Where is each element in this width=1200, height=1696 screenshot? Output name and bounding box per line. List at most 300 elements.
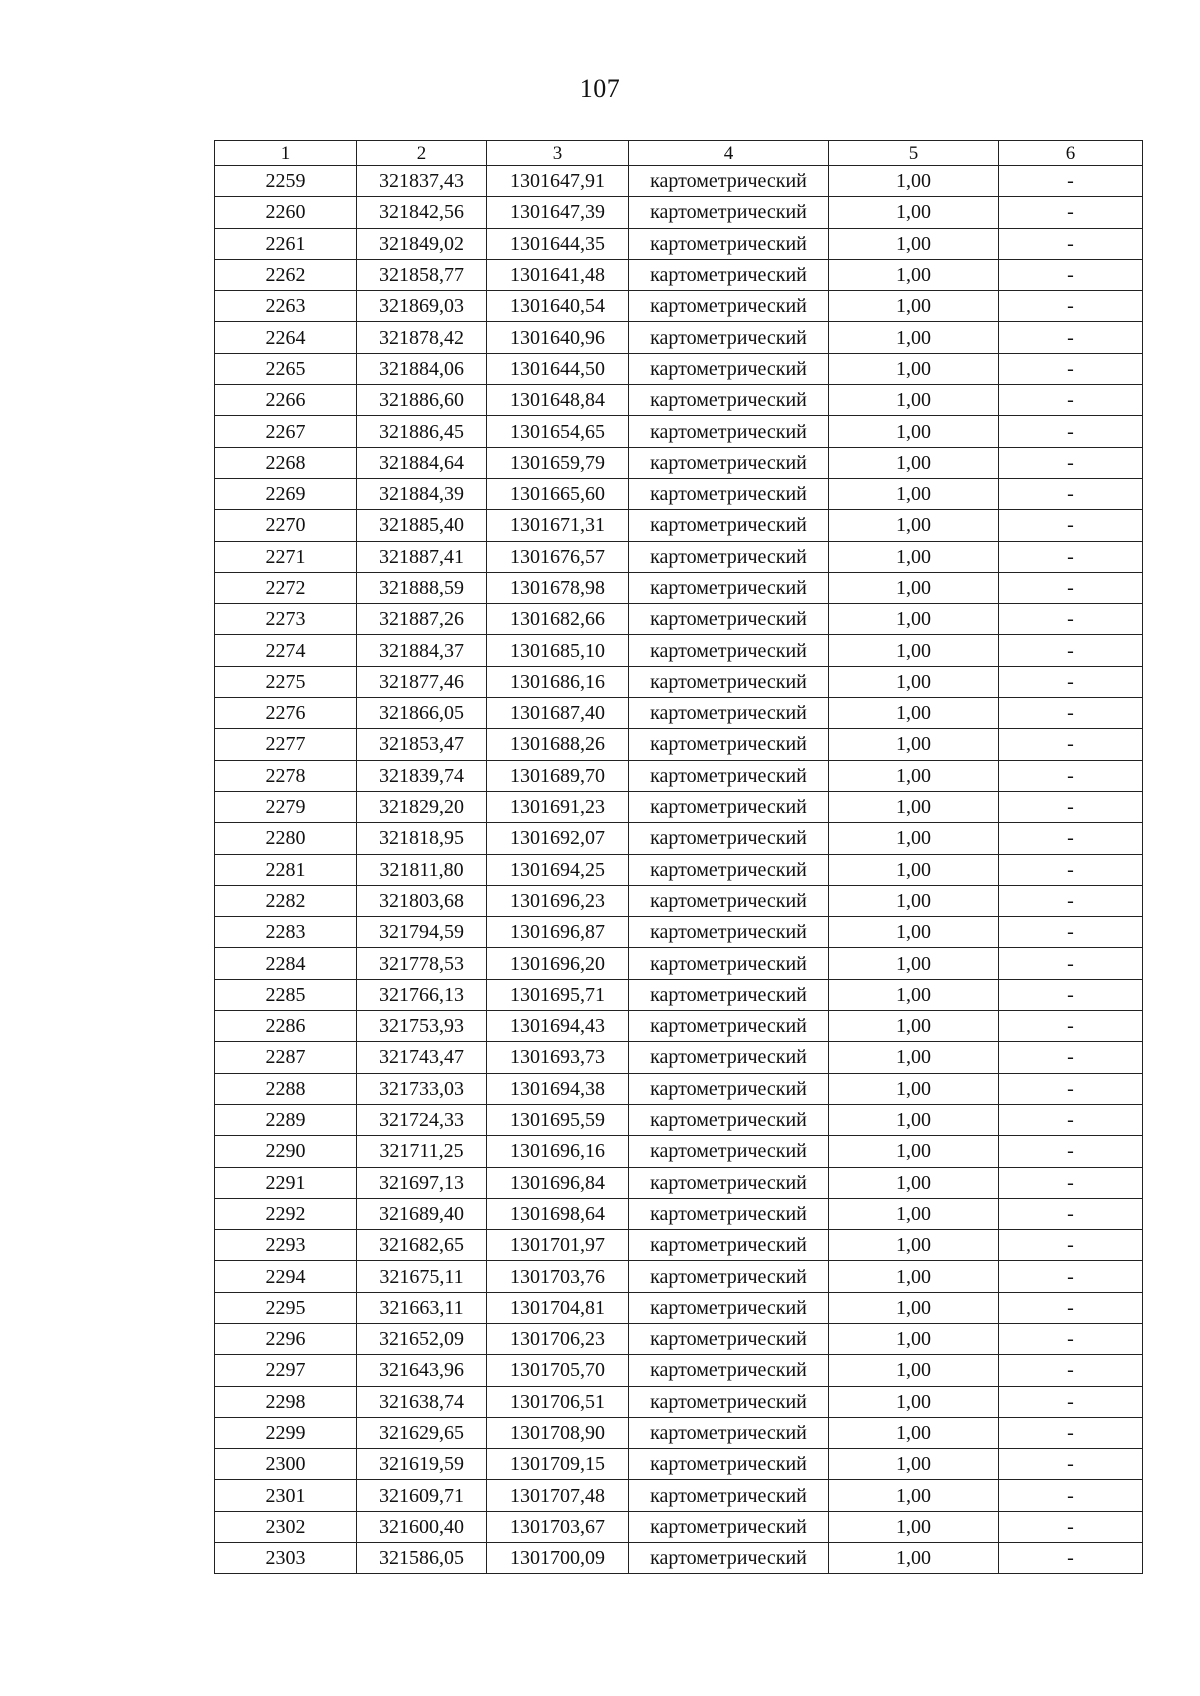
note-cell: - [999,1073,1143,1104]
x-coordinate-cell: 321884,39 [357,478,487,509]
point-number-cell: 2265 [215,353,357,384]
note-cell: - [999,478,1143,509]
x-coordinate-cell: 321682,65 [357,1230,487,1261]
table-row [215,1167,1143,1198]
y-coordinate-cell: 1301659,79 [487,447,629,478]
accuracy-cell: 1,00 [829,1417,999,1448]
table-row [215,228,1143,259]
y-coordinate-cell: 1301685,10 [487,635,629,666]
method-cell: картометрический [629,666,829,697]
y-coordinate-cell: 1301701,97 [487,1230,629,1261]
y-coordinate-cell: 1301694,43 [487,1011,629,1042]
y-coordinate-cell: 1301644,35 [487,228,629,259]
point-number-cell: 2268 [215,447,357,478]
method-cell: картометрический [629,1480,829,1511]
note-cell: - [999,1011,1143,1042]
x-coordinate-cell: 321609,71 [357,1480,487,1511]
method-cell: картометрический [629,979,829,1010]
accuracy-cell: 1,00 [829,353,999,384]
table-row [215,541,1143,572]
table-row [215,1292,1143,1323]
accuracy-cell: 1,00 [829,259,999,290]
x-coordinate-cell: 321888,59 [357,572,487,603]
note-cell: - [999,1449,1143,1480]
column-header-2: 2 [357,141,487,166]
accuracy-cell: 1,00 [829,572,999,603]
point-number-cell: 2278 [215,760,357,791]
x-coordinate-cell: 321877,46 [357,666,487,697]
y-coordinate-cell: 1301696,16 [487,1136,629,1167]
x-coordinate-cell: 321884,64 [357,447,487,478]
note-cell: - [999,1292,1143,1323]
point-number-cell: 2267 [215,416,357,447]
note-cell: - [999,885,1143,916]
accuracy-cell: 1,00 [829,416,999,447]
header-row [215,141,1143,166]
accuracy-cell: 1,00 [829,197,999,228]
x-coordinate-cell: 321811,80 [357,854,487,885]
method-cell: картометрический [629,1104,829,1135]
note-cell: - [999,197,1143,228]
method-cell: картометрический [629,322,829,353]
point-number-cell: 2302 [215,1511,357,1542]
x-coordinate-cell: 321849,02 [357,228,487,259]
x-coordinate-cell: 321842,56 [357,197,487,228]
x-coordinate-cell: 321866,05 [357,698,487,729]
y-coordinate-cell: 1301696,84 [487,1167,629,1198]
note-cell: - [999,948,1143,979]
method-cell: картометрический [629,291,829,322]
x-coordinate-cell: 321829,20 [357,791,487,822]
table-row [215,197,1143,228]
point-number-cell: 2282 [215,885,357,916]
x-coordinate-cell: 321884,37 [357,635,487,666]
note-cell: - [999,353,1143,384]
table-row [215,1104,1143,1135]
x-coordinate-cell: 321818,95 [357,823,487,854]
point-number-cell: 2283 [215,917,357,948]
y-coordinate-cell: 1301640,96 [487,322,629,353]
point-number-cell: 2259 [215,166,357,197]
x-coordinate-cell: 321766,13 [357,979,487,1010]
method-cell: картометрический [629,447,829,478]
y-coordinate-cell: 1301640,54 [487,291,629,322]
x-coordinate-cell: 321619,59 [357,1449,487,1480]
table-row [215,1417,1143,1448]
method-cell: картометрический [629,1355,829,1386]
page-number: 107 [579,74,621,103]
point-number-cell: 2260 [215,197,357,228]
method-cell: картометрический [629,1323,829,1354]
method-cell: картометрический [629,885,829,916]
table-row [215,1073,1143,1104]
method-cell: картометрический [629,1292,829,1323]
point-number-cell: 2287 [215,1042,357,1073]
note-cell: - [999,1480,1143,1511]
x-coordinate-cell: 321733,03 [357,1073,487,1104]
method-cell: картометрический [629,791,829,822]
accuracy-cell: 1,00 [829,1511,999,1542]
table-row [215,854,1143,885]
y-coordinate-cell: 1301694,38 [487,1073,629,1104]
method-cell: картометрический [629,1449,829,1480]
note-cell: - [999,259,1143,290]
note-cell: - [999,572,1143,603]
table-row [215,322,1143,353]
x-coordinate-cell: 321887,41 [357,541,487,572]
table-row [215,291,1143,322]
y-coordinate-cell: 1301689,70 [487,760,629,791]
x-coordinate-cell: 321803,68 [357,885,487,916]
point-number-cell: 2293 [215,1230,357,1261]
note-cell: - [999,1104,1143,1135]
y-coordinate-cell: 1301671,31 [487,510,629,541]
y-coordinate-cell: 1301682,66 [487,604,629,635]
method-cell: картометрический [629,1230,829,1261]
point-number-cell: 2280 [215,823,357,854]
accuracy-cell: 1,00 [829,666,999,697]
accuracy-cell: 1,00 [829,1011,999,1042]
accuracy-cell: 1,00 [829,1198,999,1229]
accuracy-cell: 1,00 [829,1261,999,1292]
table-body [215,166,1143,1574]
point-number-cell: 2291 [215,1167,357,1198]
note-cell: - [999,228,1143,259]
table-row [215,979,1143,1010]
point-number-cell: 2261 [215,228,357,259]
table-row [215,635,1143,666]
table-row [215,1386,1143,1417]
x-coordinate-cell: 321724,33 [357,1104,487,1135]
column-header-4: 4 [629,141,829,166]
point-number-cell: 2270 [215,510,357,541]
note-cell: - [999,541,1143,572]
y-coordinate-cell: 1301703,67 [487,1511,629,1542]
method-cell: картометрический [629,604,829,635]
x-coordinate-cell: 321886,60 [357,385,487,416]
x-coordinate-cell: 321586,05 [357,1543,487,1574]
accuracy-cell: 1,00 [829,698,999,729]
note-cell: - [999,1386,1143,1417]
point-number-cell: 2273 [215,604,357,635]
table-row [215,259,1143,290]
point-number-cell: 2276 [215,698,357,729]
note-cell: - [999,1167,1143,1198]
accuracy-cell: 1,00 [829,228,999,259]
point-number-cell: 2264 [215,322,357,353]
method-cell: картометрический [629,572,829,603]
accuracy-cell: 1,00 [829,1323,999,1354]
y-coordinate-cell: 1301708,90 [487,1417,629,1448]
y-coordinate-cell: 1301647,39 [487,197,629,228]
method-cell: картометрический [629,760,829,791]
x-coordinate-cell: 321886,45 [357,416,487,447]
y-coordinate-cell: 1301676,57 [487,541,629,572]
y-coordinate-cell: 1301707,48 [487,1480,629,1511]
note-cell: - [999,1417,1143,1448]
y-coordinate-cell: 1301654,65 [487,416,629,447]
note-cell: - [999,635,1143,666]
table-row [215,729,1143,760]
y-coordinate-cell: 1301705,70 [487,1355,629,1386]
y-coordinate-cell: 1301700,09 [487,1543,629,1574]
table-row [215,1136,1143,1167]
note-cell: - [999,1261,1143,1292]
method-cell: картометрический [629,729,829,760]
x-coordinate-cell: 321743,47 [357,1042,487,1073]
method-cell: картометрический [629,823,829,854]
table-row [215,1261,1143,1292]
point-number-cell: 2262 [215,259,357,290]
method-cell: картометрический [629,1136,829,1167]
point-number-cell: 2271 [215,541,357,572]
point-number-cell: 2301 [215,1480,357,1511]
table-row [215,1042,1143,1073]
y-coordinate-cell: 1301647,91 [487,166,629,197]
y-coordinate-cell: 1301644,50 [487,353,629,384]
y-coordinate-cell: 1301686,16 [487,666,629,697]
note-cell: - [999,1511,1143,1542]
table-row [215,1449,1143,1480]
method-cell: картометрический [629,166,829,197]
x-coordinate-cell: 321638,74 [357,1386,487,1417]
x-coordinate-cell: 321697,13 [357,1167,487,1198]
point-number-cell: 2279 [215,791,357,822]
point-number-cell: 2290 [215,1136,357,1167]
method-cell: картометрический [629,1073,829,1104]
y-coordinate-cell: 1301693,73 [487,1042,629,1073]
accuracy-cell: 1,00 [829,1543,999,1574]
method-cell: картометрический [629,1042,829,1073]
y-coordinate-cell: 1301692,07 [487,823,629,854]
x-coordinate-cell: 321853,47 [357,729,487,760]
table-row [215,385,1143,416]
table-row [215,478,1143,509]
method-cell: картометрический [629,1511,829,1542]
table-row [215,1230,1143,1261]
accuracy-cell: 1,00 [829,1136,999,1167]
table-row [215,1198,1143,1229]
note-cell: - [999,510,1143,541]
x-coordinate-cell: 321778,53 [357,948,487,979]
y-coordinate-cell: 1301665,60 [487,478,629,509]
method-cell: картометрический [629,478,829,509]
x-coordinate-cell: 321858,77 [357,259,487,290]
accuracy-cell: 1,00 [829,291,999,322]
method-cell: картометрический [629,1261,829,1292]
table-row [215,572,1143,603]
column-header-3: 3 [487,141,629,166]
table-row [215,698,1143,729]
point-number-cell: 2288 [215,1073,357,1104]
x-coordinate-cell: 321885,40 [357,510,487,541]
table-row [215,948,1143,979]
point-number-cell: 2298 [215,1386,357,1417]
method-cell: картометрический [629,541,829,572]
point-number-cell: 2277 [215,729,357,760]
point-number-cell: 2269 [215,478,357,509]
note-cell: - [999,604,1143,635]
point-number-cell: 2274 [215,635,357,666]
y-coordinate-cell: 1301696,20 [487,948,629,979]
note-cell: - [999,385,1143,416]
accuracy-cell: 1,00 [829,1073,999,1104]
method-cell: картометрический [629,353,829,384]
table-row [215,823,1143,854]
column-header-5: 5 [829,141,999,166]
y-coordinate-cell: 1301696,23 [487,885,629,916]
accuracy-cell: 1,00 [829,166,999,197]
point-number-cell: 2272 [215,572,357,603]
accuracy-cell: 1,00 [829,917,999,948]
point-number-cell: 2285 [215,979,357,1010]
accuracy-cell: 1,00 [829,385,999,416]
point-number-cell: 2294 [215,1261,357,1292]
accuracy-cell: 1,00 [829,1292,999,1323]
y-coordinate-cell: 1301641,48 [487,259,629,290]
x-coordinate-cell: 321675,11 [357,1261,487,1292]
y-coordinate-cell: 1301695,59 [487,1104,629,1135]
point-number-cell: 2303 [215,1543,357,1574]
table-row [215,760,1143,791]
point-number-cell: 2281 [215,854,357,885]
accuracy-cell: 1,00 [829,1355,999,1386]
accuracy-cell: 1,00 [829,729,999,760]
point-number-cell: 2297 [215,1355,357,1386]
accuracy-cell: 1,00 [829,854,999,885]
note-cell: - [999,917,1143,948]
method-cell: картометрический [629,1198,829,1229]
note-cell: - [999,1136,1143,1167]
y-coordinate-cell: 1301691,23 [487,791,629,822]
accuracy-cell: 1,00 [829,979,999,1010]
y-coordinate-cell: 1301648,84 [487,385,629,416]
note-cell: - [999,760,1143,791]
accuracy-cell: 1,00 [829,1230,999,1261]
y-coordinate-cell: 1301696,87 [487,917,629,948]
note-cell: - [999,823,1143,854]
table-row [215,510,1143,541]
note-cell: - [999,1323,1143,1354]
note-cell: - [999,416,1143,447]
table-row [215,1011,1143,1042]
table-row [215,917,1143,948]
method-cell: картометрический [629,635,829,666]
x-coordinate-cell: 321887,26 [357,604,487,635]
method-cell: картометрический [629,197,829,228]
table-row [215,447,1143,478]
method-cell: картометрический [629,510,829,541]
accuracy-cell: 1,00 [829,1449,999,1480]
point-number-cell: 2275 [215,666,357,697]
y-coordinate-cell: 1301709,15 [487,1449,629,1480]
accuracy-cell: 1,00 [829,510,999,541]
note-cell: - [999,1230,1143,1261]
table-header [215,141,1143,166]
accuracy-cell: 1,00 [829,823,999,854]
note-cell: - [999,854,1143,885]
method-cell: картометрический [629,259,829,290]
y-coordinate-cell: 1301678,98 [487,572,629,603]
note-cell: - [999,1543,1143,1574]
y-coordinate-cell: 1301706,23 [487,1323,629,1354]
accuracy-cell: 1,00 [829,760,999,791]
accuracy-cell: 1,00 [829,1042,999,1073]
column-header-6: 6 [999,141,1143,166]
table-row [215,166,1143,197]
column-header-1: 1 [215,141,357,166]
note-cell: - [999,1198,1143,1229]
accuracy-cell: 1,00 [829,791,999,822]
table-row [215,791,1143,822]
table-row [215,353,1143,384]
accuracy-cell: 1,00 [829,478,999,509]
accuracy-cell: 1,00 [829,1104,999,1135]
note-cell: - [999,1355,1143,1386]
point-number-cell: 2284 [215,948,357,979]
point-number-cell: 2296 [215,1323,357,1354]
method-cell: картометрический [629,948,829,979]
accuracy-cell: 1,00 [829,948,999,979]
point-number-cell: 2289 [215,1104,357,1135]
y-coordinate-cell: 1301694,25 [487,854,629,885]
accuracy-cell: 1,00 [829,322,999,353]
method-cell: картометрический [629,1417,829,1448]
note-cell: - [999,447,1143,478]
point-number-cell: 2295 [215,1292,357,1323]
table-row [215,1543,1143,1574]
x-coordinate-cell: 321794,59 [357,917,487,948]
y-coordinate-cell: 1301706,51 [487,1386,629,1417]
x-coordinate-cell: 321711,25 [357,1136,487,1167]
accuracy-cell: 1,00 [829,541,999,572]
y-coordinate-cell: 1301698,64 [487,1198,629,1229]
note-cell: - [999,1042,1143,1073]
accuracy-cell: 1,00 [829,604,999,635]
note-cell: - [999,166,1143,197]
note-cell: - [999,666,1143,697]
x-coordinate-cell: 321629,65 [357,1417,487,1448]
table-row [215,1511,1143,1542]
method-cell: картометрический [629,416,829,447]
x-coordinate-cell: 321689,40 [357,1198,487,1229]
method-cell: картометрический [629,1167,829,1198]
x-coordinate-cell: 321663,11 [357,1292,487,1323]
x-coordinate-cell: 321884,06 [357,353,487,384]
method-cell: картометрический [629,917,829,948]
x-coordinate-cell: 321753,93 [357,1011,487,1042]
method-cell: картометрический [629,1543,829,1574]
x-coordinate-cell: 321839,74 [357,760,487,791]
accuracy-cell: 1,00 [829,1167,999,1198]
y-coordinate-cell: 1301688,26 [487,729,629,760]
note-cell: - [999,979,1143,1010]
note-cell: - [999,791,1143,822]
point-number-cell: 2263 [215,291,357,322]
accuracy-cell: 1,00 [829,1480,999,1511]
table-row [215,604,1143,635]
x-coordinate-cell: 321643,96 [357,1355,487,1386]
x-coordinate-cell: 321652,09 [357,1323,487,1354]
x-coordinate-cell: 321837,43 [357,166,487,197]
accuracy-cell: 1,00 [829,447,999,478]
note-cell: - [999,291,1143,322]
note-cell: - [999,698,1143,729]
table-row [215,1323,1143,1354]
method-cell: картометрический [629,854,829,885]
x-coordinate-cell: 321878,42 [357,322,487,353]
y-coordinate-cell: 1301695,71 [487,979,629,1010]
